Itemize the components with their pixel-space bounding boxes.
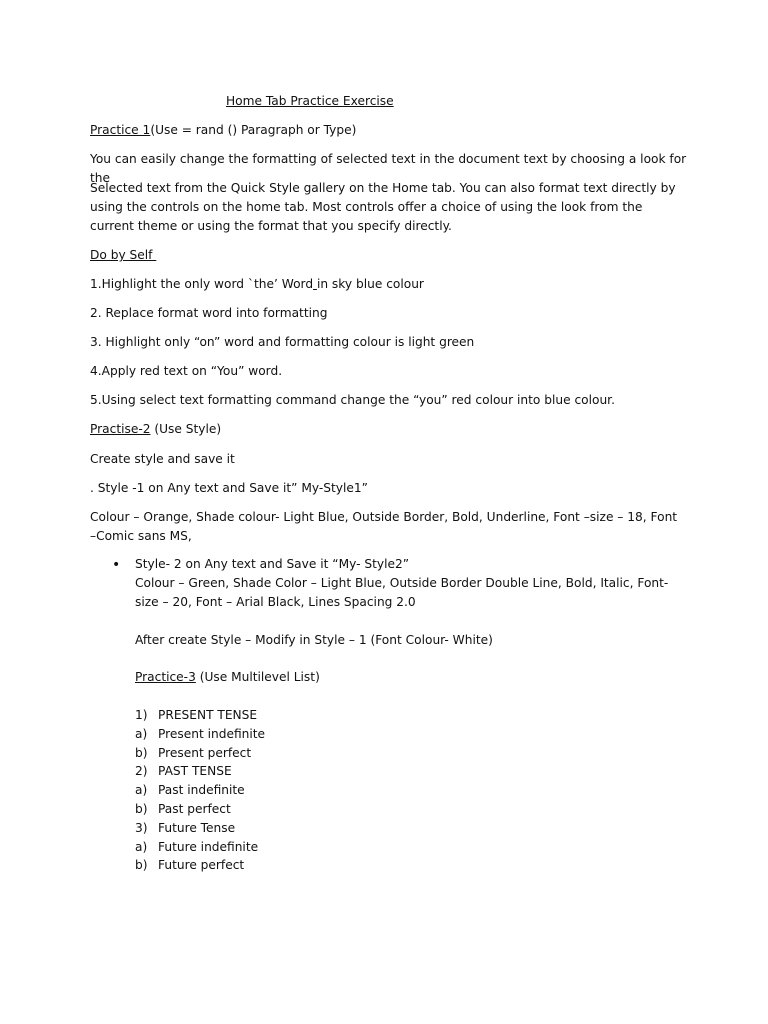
after-create-text: After create Style – Modify in Style – 1 (Font Colour- White) [135, 633, 493, 647]
colour-1-text: Colour – Orange, Shade colour- Light Blue, Outside Border, Bold, Underline, Font –size – 18, Font –Comic sans MS, [90, 510, 681, 543]
style-2-details: Colour – Green, Shade Color – Light Blue, Outside Border Double Line, Bold, Italic, Font- size – 20, Font – Arial Black, Lines Spacing 2.0 [135, 576, 669, 609]
do-by-self-heading: Do by Self [90, 248, 157, 262]
practice-3-heading [135, 668, 675, 687]
list-marker: 1) [135, 708, 148, 722]
list-marker: b) [135, 858, 148, 873]
list-marker: b) [135, 801, 148, 816]
list-marker: b) [135, 745, 148, 760]
task-5: 5.Using select text formatting command change the “you” red colour into blue colour. [90, 393, 615, 407]
bullet-icon: • [112, 557, 121, 573]
list-item-text: Future indefinite [158, 839, 259, 854]
style-2-heading: Style- 2 on Any text and Save it “My- Style2” [135, 557, 410, 571]
list-item-text: Future Tense [158, 820, 236, 835]
list-marker: 3) [135, 820, 148, 835]
list-item-text: Present perfect [158, 745, 252, 760]
practise-2-instruction: (Use Style) [150, 422, 222, 436]
list-marker: a) [135, 839, 148, 854]
list-item-text: PRESENT TENSE [158, 708, 258, 722]
paragraph-1: You can easily change the formatting of selected text in the document text by choosing a look for the [90, 152, 691, 185]
task-4: 4.Apply red text on “You” word. [90, 364, 283, 378]
document-title: Home Tab Practice Exercise [226, 94, 394, 108]
list-item-text: Past perfect [158, 801, 231, 816]
list-item-text: Future perfect [158, 858, 245, 873]
list-marker: a) [135, 726, 148, 741]
create-style-text: Create style and save it [90, 452, 235, 466]
list-marker: a) [135, 783, 148, 798]
list-item-text: Past indefinite [158, 783, 245, 798]
practice-1-instruction: (Use = rand () Paragraph or Type) [150, 123, 357, 137]
task-1 [90, 275, 690, 294]
task-1-text: 1.Highlight the only word `the’ Word [90, 277, 314, 291]
practice-3-label: Practice-3 [135, 670, 196, 684]
paragraph-2: Selected text from the Quick Style gallery on the Home tab. You can also format text directly by using the controls on the home tab. Most controls offer a choice of using the look from the current theme or using the format that you specify directly. [90, 181, 680, 233]
practise-2-label: Practise-2 [90, 422, 151, 436]
list-item-text: PAST TENSE [158, 764, 232, 779]
style-1-text: . Style -1 on Any text and Save it” My-Style1” [90, 481, 368, 495]
task-2: 2. Replace format word into formatting [90, 306, 328, 320]
task-3: 3. Highlight only “on” word and formatting colour is light green [90, 335, 475, 349]
list-item-text: Present indefinite [158, 726, 266, 741]
task-1-text-end: in sky blue colour [316, 277, 424, 291]
practice-1-label: Practice 1 [90, 123, 151, 137]
practice-1-heading [90, 121, 690, 140]
list-marker: 2) [135, 764, 148, 779]
practice-3-instruction: (Use Multilevel List) [195, 670, 320, 684]
practise-2-heading [90, 420, 690, 439]
